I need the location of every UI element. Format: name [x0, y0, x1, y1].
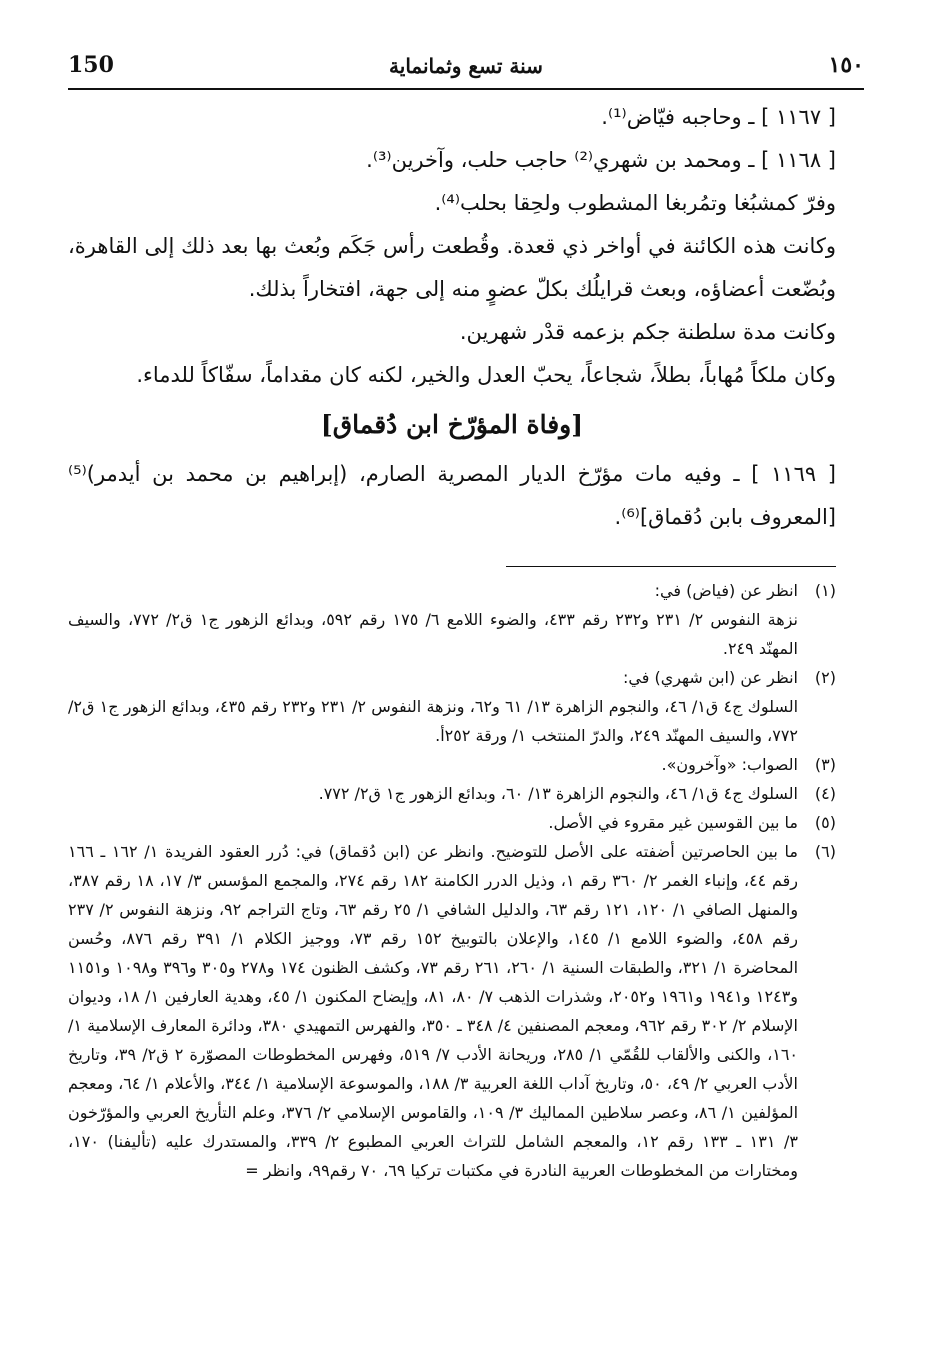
- paragraph-event: وكانت هذه الكائنة في أواخر ذي قعدة. وقُطعت رأس جَكَم وبُعث بها بعد ذلك إلى القاهرة، وبُضّعت أعضاؤه، وبعث قرايلُك بكلّ عضوٍ منه إلى جهة، افتخاراً بذلك.: [68, 234, 836, 301]
- paragraph-flight: وفرّ كمشبُغا وتمُربغا المشطوب ولحِقا بحلب⁽⁴⁾.: [434, 191, 836, 215]
- footnote-text: انظر عن (ابن شهري) في:: [623, 668, 798, 687]
- footnote-divider: [506, 566, 836, 567]
- running-title: سنة تسع وثمانماية: [389, 54, 543, 78]
- footnote-text: انظر عن (فياض) في:: [654, 581, 798, 600]
- footnote-text: ما بين القوسين غير مقروء في الأصل.: [548, 813, 798, 832]
- footnote-text: نزهة النفوس ٢/ ٢٣١ و٢٣٢ رقم ٤٣٣، والضوء اللامع ٦/ ١٧٥ رقم ٥٩٢، وبدائع الزهور ج١ ق٢/ ٧٧٢، والسيف المهنّد ٢٤٩.: [68, 610, 798, 658]
- footnote-text: ما بين الحاصرتين أضفته على الأصل للتوضيح. وانظر عن (ابن دُقماق) في: دُرر العقود الفريدة ١/ ١٦٢ ـ ١٦٦ رقم ٤٤، وإنباء الغمر ٢/ ٣٦٠ رقم ١، وذيل الدرر الكامنة ١٨٢ رقم ٢٧٤، والمجمع المؤسس ٣/ ١٧، ١٨ رقم ٣٨٧، والمنهل الصافي ١/ ١٢٠، ١٢١ رقم ٦٣، والدليل الشافي ١/ ٢٥ رقم ٦٣، وتاج التراجم ٩٢، ونزهة النفوس ٢/ ٢٣٧ رقم ٤٥٨، والضوء اللامع ١/ ١٤٥، والإعلان بالتوبيخ ١٥٢ رقم ٧٣، ووجيز الكلام ١/ ٣٩١ رقم ٨٧٦، وحُسن المحاضرة ١/ ٣٢١، والطبقات السنية ١/ ٢٦٠، ٢٦١ رقم ٧٣، وكشف الظنون ١٧٤ و٢٧٨ و٣٠٥ و٣٩٦ و١٠٩٨ و١١٥١ و١٢٤٣ و١٩٤١ و١٩٦١ و٢٠٥٢، وشذرات الذهب ٧/ ٨٠، ٨١، وإيضاح المكنون ١/ ٤٥، وهدية العارفين ١/ ١٨، وديوان الإسلام ٢/ ٣٠٢ رقم ٩٦٢، ومعجم المصنفين ٤/ ٣٤٨ ـ ٣٥٠، والفهرس التمهيدي ٣٨٠، ودائرة المعارف الإسلامية ١/ ١٦٠، والكنى والألقاب للقُمّي ١/ ٢٨٥، وريحانة الأدب ٧/ ٥١٩، وفهرس المخطوطات المصوّرة ٢ ق٢/ ٣٩، وتاريخ الأدب العربي ٢/ ٤٩، ٥٠، وتاريخ آداب اللغة العربية ٣/ ١٨٨، والموسوعة الإسلامية ١/ ٣٤٤، والأعلام ١/ ٦٤، ومعجم المؤلفين ١/ ٨٦، وعصر سلاطين المماليك ٣/ ١٠٩، والقاموس الإسلامي ٢/ ٣٧٦، وعلم التأريخ العربي والمؤرّخون ٣/ ١٣١ ـ ١٣٣ رقم ١٢، والمعجم الشامل للتراث العربي المطبوع ٢/ ٣٣٩، والمستدرك عليه (تأليفنا) ١٧٠، ومختارات من المخطوطات العربية النادرة في مكتبات تركيا ٦٩، ٧٠ رقم٩٩، وانظر =: [68, 842, 799, 1180]
- footnote-1: [68, 576, 836, 605]
- paragraph-character: وكان ملكاً مُهاباً، بطلاً، شجاعاً، يحبّ العدل والخير، لكنه كان مقداماً، سفّاكاً للدماء.: [136, 363, 836, 387]
- footnote-2: [68, 663, 836, 692]
- page-number-latin: 150: [68, 52, 114, 78]
- footnote-3: [68, 750, 836, 779]
- page-header: [68, 46, 864, 88]
- page-number-arabic: ١٥٠: [828, 52, 864, 78]
- entry-1167: [ ١١٦٧ ] ـ وحاجبه فيّاض⁽¹⁾.: [601, 105, 836, 129]
- header-rule: [68, 88, 864, 90]
- footnote-5: [68, 808, 836, 837]
- footnote-4: [68, 779, 836, 808]
- footnotes: [68, 576, 836, 1185]
- entry-1169: [ ١١٦٩ ] ـ وفيه مات مؤرّخ الديار المصرية الصارم، (إبراهيم بن محمد بن أيدمر)⁽⁵⁾ [المعروف بابن دُقماق]⁽⁶⁾.: [68, 462, 836, 529]
- section-heading: [وفاة المؤرّخ ابن دُقماق]: [320, 410, 584, 439]
- footnote-number: (٤): [814, 784, 836, 803]
- footnote-text: الصواب: «وآخرون».: [661, 755, 798, 774]
- main-text: [68, 96, 836, 539]
- footnote-number: (٢): [814, 668, 836, 687]
- footnote-text: السلوك ج٤ ق١/ ٤٦، والنجوم الزاهرة ١٣/ ٦١ و٦٢، ونزهة النفوس ٢/ ٢٣١ و٢٣٢ رقم ٤٣٥، وبدائع الزهور ج١ ق٢/ ٧٧٢، والسيف المهنّد ٢٤٩، والدرّ المنتخب ١/ ورقة ٢٥٢أ.: [68, 697, 799, 745]
- footnote-number: (٣): [814, 755, 836, 774]
- footnote-number: (٦): [814, 842, 836, 861]
- footnote-number: (١): [814, 581, 836, 600]
- paragraph-duration: وكانت مدة سلطنة جكم بزعمه قدْر شهرين.: [459, 320, 836, 344]
- footnote-number: (٥): [814, 813, 836, 832]
- footnote-text: السلوك ج٤ ق١/ ٤٦، والنجوم الزاهرة ١٣/ ٦٠، وبدائع الزهور ج١ ق٢/ ٧٧٢.: [318, 784, 798, 803]
- entry-1168: [ ١١٦٨ ] ـ ومحمد بن شهري⁽²⁾ حاجب حلب، وآخرين⁽³⁾.: [366, 148, 836, 172]
- footnote-6: [68, 837, 836, 1185]
